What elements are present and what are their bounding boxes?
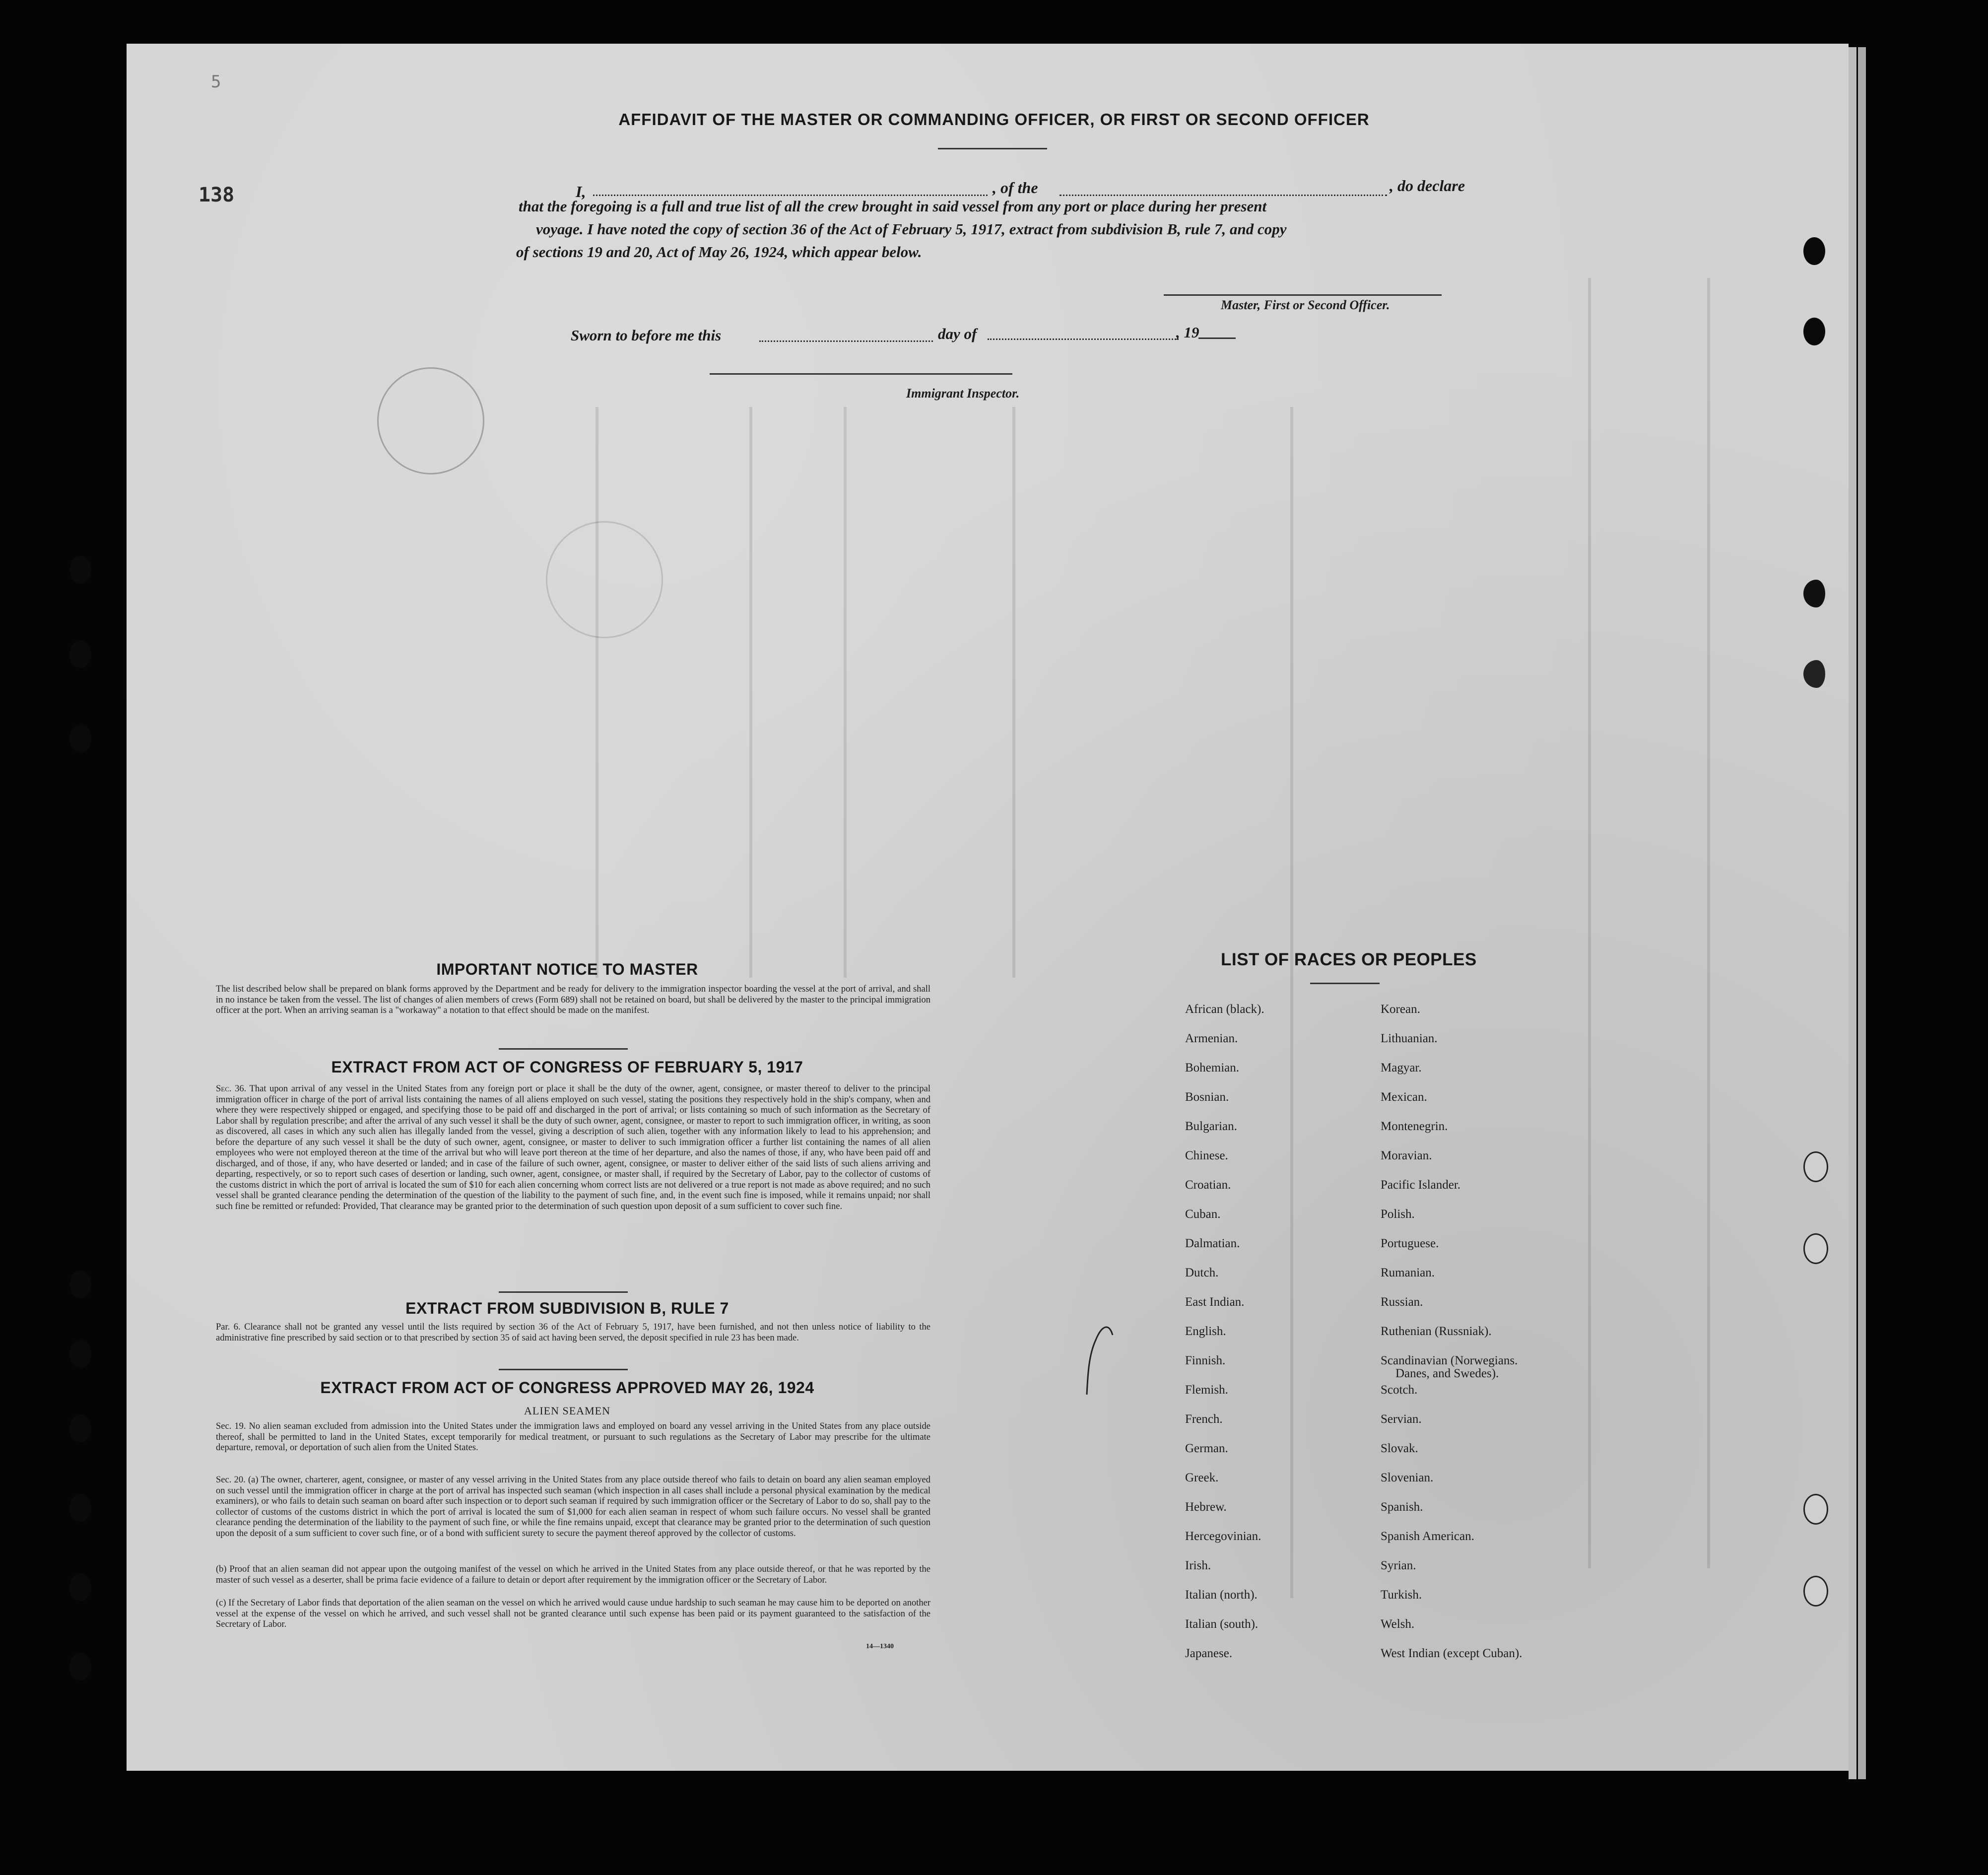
race-item: Flemish. [1185, 1383, 1228, 1397]
race-item: Italian (north). [1185, 1588, 1258, 1602]
races-title: LIST OF RACES OR PEOPLES [1221, 950, 1477, 969]
extract-rule7-title: EXTRACT FROM SUBDIVISION B, RULE 7 [405, 1299, 729, 1317]
bleed-through-rule [844, 407, 847, 978]
affidavit-i: I, [576, 183, 586, 201]
notice-title: IMPORTANT NOTICE TO MASTER [436, 960, 698, 978]
race-item: English. [1185, 1325, 1226, 1338]
extract-1924-sec20c: (c) If the Secretary of Labor finds that deportation of the alien seaman on the vessel on which he arrived would cause undue hardship to such seaman he may cause him to be deported on another vessel at the expense of the vessel on which he arrived, and such vessel shall not be granted clearance until such expense has been paid or its payment guaranteed to the satisfaction of the Secretary of Labor. [216, 1598, 930, 1629]
bleed-through-rule [1588, 278, 1591, 1568]
handwritten-number: 138 [199, 184, 235, 206]
name-line [593, 195, 988, 196]
race-item: Scandinavian (Norwegians. [1381, 1354, 1518, 1367]
extract-1924-sec20b: (b) Proof that an alien seaman did not appear upon the outgoing manifest of the vessel on which he arrived in the United States from any place outside thereof, or that he was reported by the master of such vessel as a deserter, shall be prima facie evidence of a failure to detain or deport after requirement by the immigration officer or the Secretary of Labor. [216, 1564, 930, 1585]
race-item: Bohemian. [1185, 1061, 1240, 1074]
race-item: Spanish American. [1381, 1530, 1474, 1543]
affidavit-line-3: voyage. I have noted the copy of section 36 of the Act of February 5, 1917, extract from subdivision B, rule 7, and copy [536, 220, 1287, 238]
sworn-prefix: Sworn to before me this [571, 327, 722, 344]
page-edge [1858, 47, 1866, 1779]
master-label: Master, First or Second Officer. [1221, 298, 1390, 312]
extract-rule7-text: Par. 6. Clearance shall not be granted any vessel until the lists required by section 36 of the Act of February 5, 1917, have been furnished, and not then unless notice of liability to the administrative fine prescribed by said section or to that prescribed by section 35 of said act having been served, the deposit specified in rule 23 has been made. [216, 1322, 930, 1343]
race-item: Cuban. [1185, 1207, 1221, 1221]
bleed-through-rule [596, 407, 598, 978]
master-signature-line [1164, 294, 1442, 296]
extract-1924-sec20a: Sec. 20. (a) The owner, charterer, agent, consignee, or master of any vessel arriving in the United States from any place outside thereof who fails to detain on board any alien seaman employed on such vessel until the immigration officer in charge at the port of arrival has inspected such seaman (which inspection in all cases shall include a personal physical examination by the medical examiners), or who fails to detain such seaman on board after such inspection or to deport such seaman if required by such immigration officer or the Secretary of Labor to do so, shall pay to the collector of customs of the customs district in which the port of arrival is located the sum of $1,000 for each alien seaman in respect of whom such failure occurs. No vessel shall be granted clearance pending the determination of the liability to the payment of such fine, or while the fine remains unpaid, except that clearance may be granted prior to the determination of such question upon the deposit of a sum sufficient to cover such fine, or of a bond with sufficient surety to secure the payment thereof approved by the collector of customs. [216, 1475, 930, 1539]
affidavit-line-4: of sections 19 and 20, Act of May 26, 1924, which appear below. [516, 243, 922, 261]
sworn-day-line [759, 340, 933, 342]
punch-hole [69, 1414, 91, 1442]
punch-hole [1803, 660, 1830, 688]
race-item: Armenian. [1185, 1032, 1238, 1045]
race-item: Lithuanian. [1381, 1032, 1438, 1045]
inspector-signature-line [710, 373, 1012, 375]
section-rule [499, 1048, 628, 1050]
race-item: Mexican. [1381, 1090, 1427, 1104]
race-item: Dalmatian. [1185, 1237, 1240, 1250]
page-edge [1849, 47, 1856, 1779]
race-item: Slovak. [1381, 1442, 1418, 1455]
section-rule [499, 1369, 628, 1370]
race-item: Hercegovinian. [1185, 1530, 1261, 1543]
race-item: East Indian. [1185, 1295, 1245, 1309]
punch-hole [69, 1494, 91, 1522]
extract-1924-sec19: Sec. 19. No alien seaman excluded from admission into the United States under the immigration laws and employed on board any vessel arriving in the United States from any place outside thereof, shall be permitted to land in the United States, except temporarily for medical treatment, or pursuant to such regulations as the Secretary of Labor may prescribe for the ultimate departure, removal, or deportation of such alien from the United States. [216, 1421, 930, 1453]
stamp-impression [546, 521, 663, 638]
extract-1917-sec-label: Sec. 36. [216, 1084, 247, 1094]
extract-1924-title: EXTRACT FROM ACT OF CONGRESS APPROVED MAY 26, 1924 [320, 1379, 814, 1397]
race-item: Irish. [1185, 1559, 1211, 1572]
race-item: Pacific Islander. [1381, 1178, 1461, 1192]
affidavit-title: AFFIDAVIT OF THE MASTER OR COMMANDING OFFICER, OR FIRST OR SECOND OFFICER [618, 110, 1370, 129]
punch-hole [69, 1573, 91, 1601]
race-item: Bulgarian. [1185, 1120, 1237, 1133]
race-item: Dutch. [1185, 1266, 1219, 1279]
race-item: Servian. [1381, 1412, 1422, 1426]
race-item: Magyar. [1381, 1061, 1422, 1074]
race-item: Moravian. [1381, 1149, 1432, 1162]
extract-1917-text [216, 1084, 930, 1212]
race-item: Slovenian. [1381, 1471, 1434, 1484]
punch-hole [1803, 1233, 1828, 1264]
pencil-mark [1082, 1315, 1122, 1400]
punch-hole [1803, 1576, 1828, 1607]
race-item: Rumanian. [1381, 1266, 1435, 1279]
punch-hole [69, 1271, 91, 1298]
race-item: Korean. [1381, 1003, 1420, 1016]
punch-hole [69, 640, 91, 668]
sworn-year-line [1198, 337, 1236, 339]
race-item: Ruthenian (Russniak). [1381, 1325, 1492, 1338]
race-item: Hebrew. [1185, 1500, 1227, 1514]
race-item: African (black). [1185, 1003, 1264, 1016]
race-item: Greek. [1185, 1471, 1219, 1484]
bleed-through-rule [1290, 407, 1293, 1598]
vessel-line [1060, 195, 1387, 196]
form-number: 14—1340 [866, 1643, 894, 1650]
race-item: Italian (south). [1185, 1617, 1259, 1631]
race-item: German. [1185, 1442, 1228, 1455]
punch-hole [1803, 1494, 1828, 1525]
race-item: Turkish. [1381, 1588, 1422, 1602]
affidavit-do-declare: , do declare [1390, 177, 1465, 195]
punch-hole [69, 1340, 91, 1368]
bleed-through-rule [749, 407, 752, 978]
punch-hole [69, 556, 91, 584]
extract-1924-subtitle: ALIEN SEAMEN [524, 1405, 610, 1417]
race-item: Welsh. [1381, 1617, 1415, 1631]
notice-text: The list described below shall be prepared on blank forms approved by the Department and be ready for delivery to the immigration inspector boarding the vessel at the port of arrival, and shall in no instance be taken from the vessel. The list of changes of alien members of crews (Form 689) shall not be retained on board, but shall be delivered by the master to the principal immigration officer at the port. When an arriving seaman is a "workaway" a notation to that effect should be made on the manifest. [216, 984, 930, 1015]
race-item: Montenegrin. [1381, 1120, 1448, 1133]
sworn-month-line [988, 338, 1179, 340]
race-item: Danes, and Swedes). [1395, 1367, 1499, 1380]
bleed-through-rule [1707, 278, 1710, 1568]
inspector-label: Immigrant Inspector. [906, 386, 1020, 401]
extract-1917-body: That upon arrival of any vessel in the United States from any foreign port or place it shall be the duty of the owner, agent, consignee, or master thereof to deliver to the principal immigration officer in charge of the port of arrival lists containing the names of all aliens employed on such vessel, stating the positions they respectively hold in the ship's company, when and where they were respectively shipped or engaged, and specifying those to be paid off and discharged in the port of arrival; or lists containing so much of such information as the Secretary of Labor shall by regulation prescribe; and after the arrival of any such vessel it shall be the duty of such owner, agent, consignee, or master to report to such immigration officer, in writing, as soon as discovered, all cases in which any such alien has illegally landed from the vessel, giving a description of such alien, together with any information likely to lead to his apprehension; and before the departure of any such vessel it shall be the duty of such owner, agent, consignee, or master to deliver to such immigration officer a further list containing the names of all alien employees who were not employed thereon at the time of the arrival but who will leave port thereon at the time of her departure, and also the names of those, if any, who have been paid off and discharged, and of those, if any, who have deserted or landed; and in case of the failure of such owner, agent, consignee, or master to deliver either of the said lists of such aliens arriving and departing, respectively, or so to report such cases of desertion or landing, such owner, agent, consignee, or master shall, if required by the Secretary of Labor, pay to the collector of customs of the customs district in which the port of arrival is located the sum of $10 for each alien concerning whom correct lists are not delivered or a true report is not made as above required; and no such vessel shall be granted clearance pending the determination of the question of the liability to the payment of such fine, and, in the event such fine is imposed, while it remains unpaid; nor shall such fine be remitted or refunded: Provided, That clearance may be granted prior to the determination of such question upon deposit of a sum sufficient to cover such fine. [216, 1084, 931, 1211]
punch-hole [1803, 237, 1825, 265]
punch-hole [69, 725, 91, 752]
bleed-through-rule [1012, 407, 1015, 978]
race-item: West Indian (except Cuban). [1381, 1647, 1523, 1660]
race-item: Finnish. [1185, 1354, 1226, 1367]
race-item: Scotch. [1381, 1383, 1418, 1397]
affidavit-line-2: that the foregoing is a full and true list of all the crew brought in said vessel from any port or place during her present [519, 198, 1267, 215]
title-rule [938, 148, 1047, 149]
race-item: Russian. [1381, 1295, 1423, 1309]
section-rule [499, 1291, 628, 1293]
race-item: French. [1185, 1412, 1223, 1426]
section-rule [1310, 983, 1380, 984]
punch-hole [69, 1653, 91, 1680]
page-number: 5 [211, 72, 221, 92]
race-item: Portuguese. [1381, 1237, 1439, 1250]
race-item: Chinese. [1185, 1149, 1228, 1162]
sworn-year: , 19 [1176, 324, 1199, 341]
affidavit-of-the: , of the [993, 179, 1038, 197]
sworn-day-of: day of [938, 325, 977, 342]
race-item: Japanese. [1185, 1647, 1233, 1660]
race-item: Croatian. [1185, 1178, 1231, 1192]
race-item: Polish. [1381, 1207, 1415, 1221]
punch-hole [1803, 1151, 1828, 1182]
stamp-impression [377, 367, 484, 474]
extract-1917-title: EXTRACT FROM ACT OF CONGRESS OF FEBRUARY 5, 1917 [331, 1058, 803, 1076]
race-item: Bosnian. [1185, 1090, 1229, 1104]
punch-hole [1803, 580, 1829, 607]
race-item: Syrian. [1381, 1559, 1416, 1572]
punch-hole [1803, 318, 1825, 345]
race-item: Spanish. [1381, 1500, 1423, 1514]
